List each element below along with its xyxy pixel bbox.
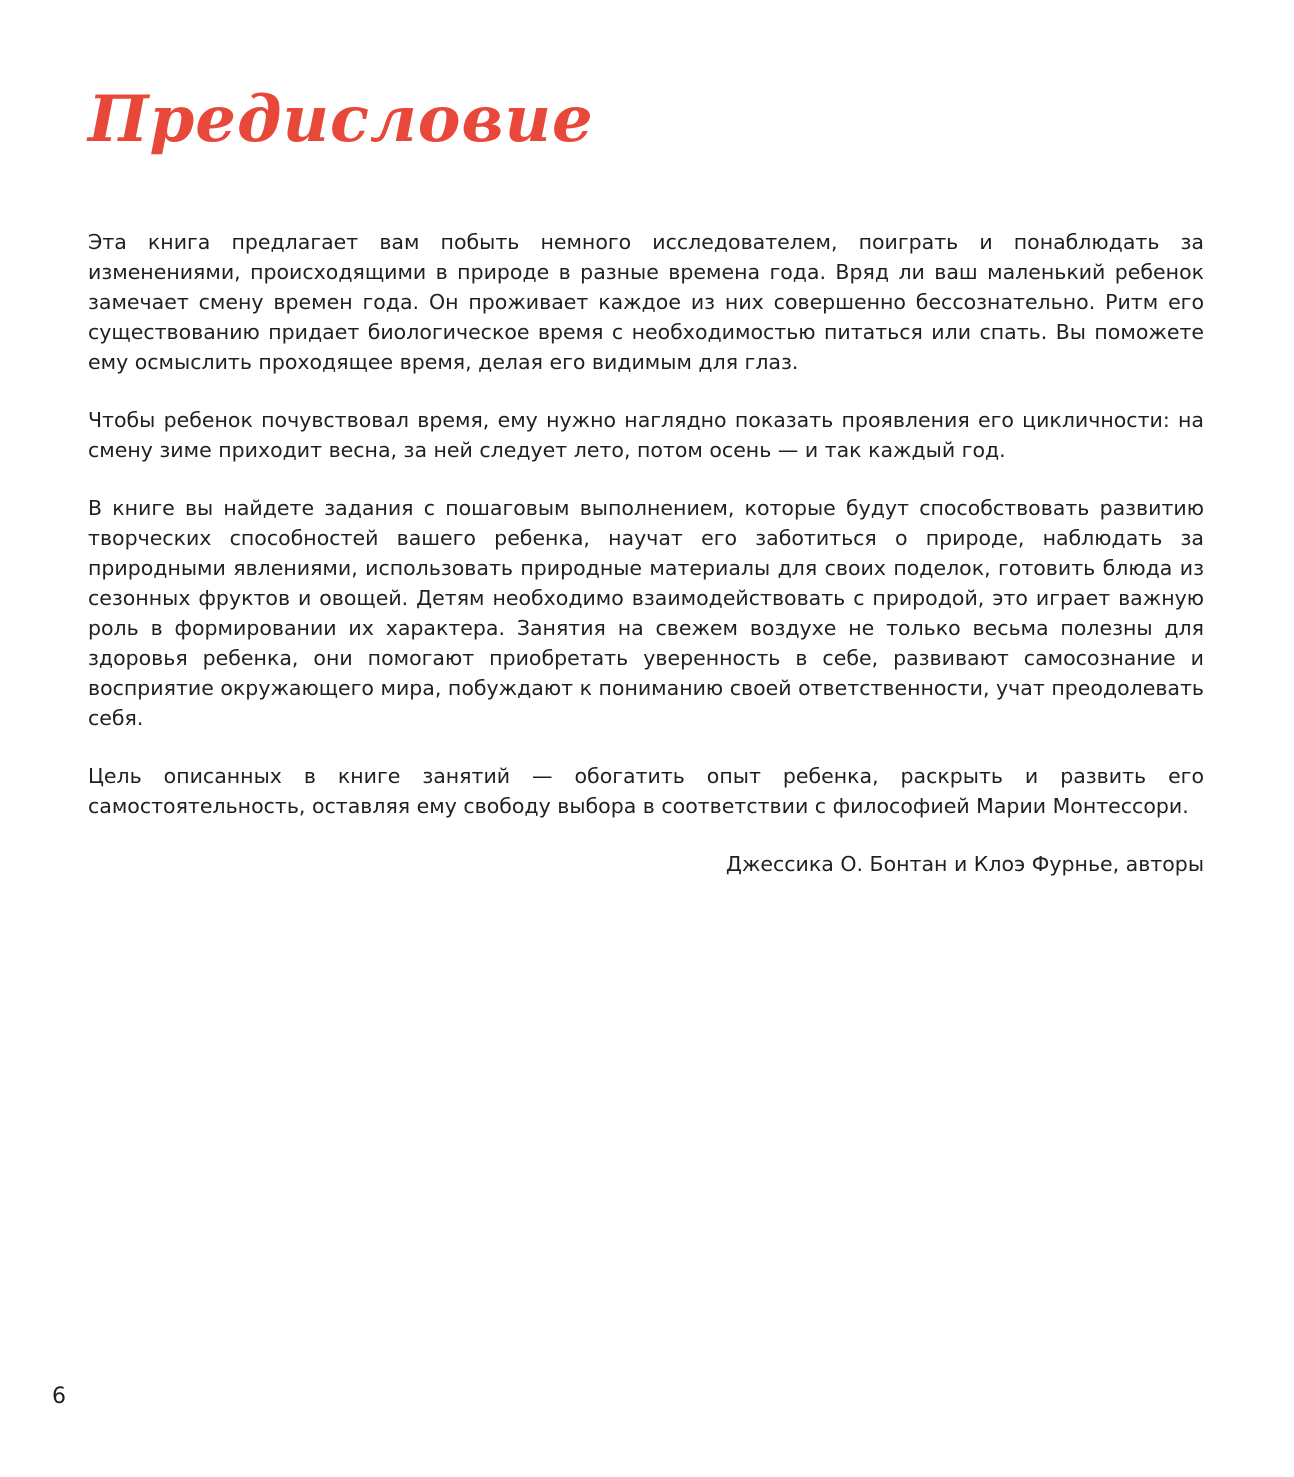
paragraph-3: В книге вы найдете задания с пошаговым выполнением, которые будут способствовать развитию творческих способностей вашего ребенка, научат его заботиться о природе, наблюдать за природными явлениями, использовать природные материалы для своих поделок, готовить блюда из сезонных фруктов и овощей. Детям необходимо взаимодействовать с природой, это играет важную роль в формировании их характера. Занятия на свежем воздухе не только весьма полезны для здоровья ребенка, они помогают приобретать уверенность в себе, развивают самосознание и восприятие окружающего мира, побуждают к пониманию своей ответственности, учат преодолевать себя. — [88, 496, 1204, 730]
paragraph-4: Цель описанных в книге занятий — обогатить опыт ребенка, раскрыть и развить его самостоятельность, оставляя ему свободу выбора в соответствии с философией Марии Монтессори. — [88, 764, 1204, 818]
author-signature: Джессика О. Бонтан и Клоэ Фурнье, авторы — [725, 852, 1204, 876]
paragraph-1: Эта книга предлагает вам побыть немного исследователем, поиграть и понаблюдать за изменениями, происходящими в природе в разные времена года. Вряд ли ваш маленький ребенок замечает смену времен года. Он проживает каждое из них совершенно бессознательно. Ритм его существованию придает биологическое время с необходимостью питаться или спать. Вы поможете ему осмыслить проходящее время, делая его видимым для глаз. — [88, 230, 1204, 374]
preface-body — [88, 227, 1204, 879]
page-title: Предисловие — [88, 82, 594, 157]
paragraph-2: Чтобы ребенок почувствовал время, ему нужно наглядно показать проявления его цикличности: на смену зиме приходит весна, за ней следует лето, потом осень — и так каждый год. — [88, 408, 1204, 462]
page-number: 6 — [52, 1384, 66, 1409]
